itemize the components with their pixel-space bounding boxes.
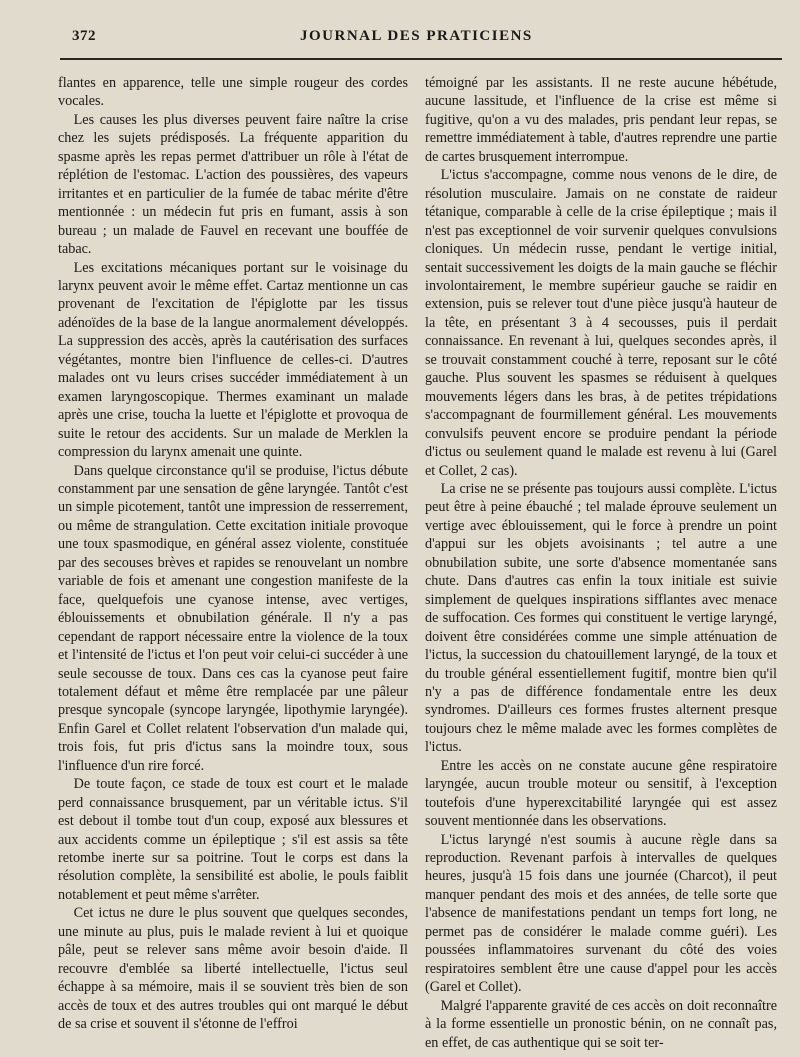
paragraph: témoigné par les assistants. Il ne reste aucune hébétude, aucune lassitude, et l'influence de la crise est même si fugitive, qu'on a vu des malades, pris pendant leur repas, se remettre immédiatement à table, d'autres reprendre une partie de cartes brusquement interrompue. (425, 75, 777, 165)
paragraph: Dans quelque circonstance qu'il se produise, l'ictus débute constamment par une sensation de gêne laryngée. Tantôt c'est un simple picotement, tantôt une impression de resserrement, ou même de strangulation. Cette excitation initiale provoque une toux spasmodique, en général assez violente, constituée par des secouses brèves et rapides se renouvelant un nombre variable de fois et amenant une congestion manifeste de la face, quelquefois une cyanose intense, avec vertiges, éblouissements et obnubilation générale. Il n'y a pas cependant de rapport nécessaire entre la violence de la toux et l'intensité de l'ictus et l'on peut voir celui-ci succéder à une seule secousse de toux. Dans ces cas la cyanose peut faire totalement défaut et même être remplacée par une pâleur presque syncopale (syncope laryngée, lipothymie laryngée). Enfin Garel et Collet relatent l'observation d'un malade qui, trois fois, fut pris d'ictus sans la moindre toux, sous l'influence d'un rire forcé. (58, 462, 408, 774)
paragraph: Entre les accès on ne constate aucune gêne respiratoire laryngée, aucun trouble moteur ou sensitif, à l'exception toutefois d'une hyperexcitabilité laryngée qui est assez souvent mentionnée dans les observations. (425, 757, 777, 830)
page-header (0, 28, 800, 50)
paragraph: flantes en apparence, telle une simple rougeur des cordes vocales. (58, 75, 408, 110)
page-number: 372 (72, 28, 96, 44)
paragraph: Les causes les plus diverses peuvent faire naître la crise chez les sujets prédisposés. La fréquente apparition du spasme après les repas permet d'attribuer un rôle à l'état de réplétion de l'estomac. L'action des poussières, des vapeurs irritantes et en particulier de la fumée de tabac mérite d'être mentionnée : un médecin fut pris en fumant, assis à son bureau ; un malade de Fauvel en recevant une bouffée de tabac. (58, 111, 408, 258)
paragraph: De toute façon, ce stade de toux est court et le malade perd connaissance brusquement, par un véritable ictus. S'il est debout il tombe tout d'un coup, exposé aux blessures et aux accidents comme un épileptique ; s'il est assis sa tête retombe inerte sur sa poitrine. Tout le corps est dans la résolution complète, la sensibilité est abolie, le pouls faiblit notablement et peut même s'arrêter. (58, 776, 408, 903)
paragraph: L'ictus s'accompagne, comme nous venons de le dire, de résolution musculaire. Jamais on ne constate de raideur tétanique, comparable à celle de la crise épileptique ; mais il n'est pas exceptionnel de voir survenir quelques convulsions cloniques. Un médecin russe, pendant le vertige initial, sentait successivement les doigts de la main gauche se fléchir involontairement, le membre supérieur gauche se raidir en extension, puis se relever tout d'une pièce jusqu'à hauteur de la tête, en présentant 3 à 4 secousses, puis il perdait connaissance. En revenant à lui, quelques secondes après, il se trouvait constamment couché à terre, reposant sur le côté gauche. Plus souvent les spasmes se réduisent à quelques mouvements légers dans les bras, à de petites trépidations s'accompagnant de fourmillement général. Les mouvements convulsifs peuvent encore se produire pendant la période d'ictus ou seulement quand le malade est revenu à lui (Garel et Collet, 2 cas). (425, 167, 777, 479)
paragraph: Malgré l'apparente gravité de ces accès on doit reconnaître à la forme essentielle un pronostic bénin, on ne connaît pas, en effet, de cas authentique qui se soit ter- (425, 997, 777, 1051)
running-head: JOURNAL DES PRATICIENS (300, 28, 533, 44)
paragraph: Cet ictus ne dure le plus souvent que quelques secondes, une minute au plus, puis le malade revient à lui et quoique pâle, peut se relever sans même avoir besoin d'aide. Il recouvre d'emblée sa liberté intellectuelle, l'ictus seul échappe à sa mémoire, mais il se souvient très bien de son accès de toux et des autres troubles qui ont marqué le début de sa crise et souvent il s'étonne de l'effroi (58, 905, 408, 1033)
left-column (58, 74, 408, 1054)
header-rule (60, 58, 782, 60)
paragraph: Les excitations mécaniques portant sur le voisinage du larynx peuvent avoir le même effet. Cartaz mentionne un cas provenant de l'excitation de l'épiglotte par les tissus adénoïdes de la base de la langue anormalement développés. La suppression des accès, après la cautérisation des surfaces végétantes, montre bien l'influence de celles-ci. D'autres malades ont vu leurs crises succéder immédiatement à un examen laryngoscopique. Thermes examinant un malade après une crise, toucha la luette et l'épiglotte et provoqua de suite le retour des accidents. Sur un malade de Merklen la compression du larynx amenait une quinte. (58, 259, 408, 461)
right-column (425, 74, 777, 1054)
paragraph: L'ictus laryngé n'est soumis à aucune règle dans sa reproduction. Revenant parfois à intervalles de quelques heures, jusqu'à 15 fois dans une journée (Charcot), il peut manquer pendant des mois et des années, de telle sorte que l'absence de manifestations pendant un temps fort long, ne permet pas de considérer le malade comme guéri). Les poussées inflammatoires survenant du côté des voies respiratoires semblent être une cause d'appel pour les accès (Garel et Collet). (425, 831, 777, 996)
paragraph: La crise ne se présente pas toujours aussi complète. L'ictus peut être à peine ébauché ; tel malade éprouve seulement un vertige avec éblouissement, qui le force à prendre un point d'appui sur les objets avoisinants ; tel autre a une obnubilation subite, une sorte d'absence momentanée sans chute. Dans d'autres cas enfin la toux initiale est suivie simplement de quelques inspirations sifflantes avec menace de suffocation. Ces formes qui constituent le vertige laryngé, doivent être considérées comme une simple atténuation de l'ictus, la succession du chatouillement laryngé, de la toux et du trouble général essentiellement fugitif, montre bien qu'il n'y a pas de différence fondamentale entre les deux syndromes. D'ailleurs ces formes frustes alternent presque toujours chez le même malade avec les formes complètes de l'ictus. (425, 480, 777, 756)
